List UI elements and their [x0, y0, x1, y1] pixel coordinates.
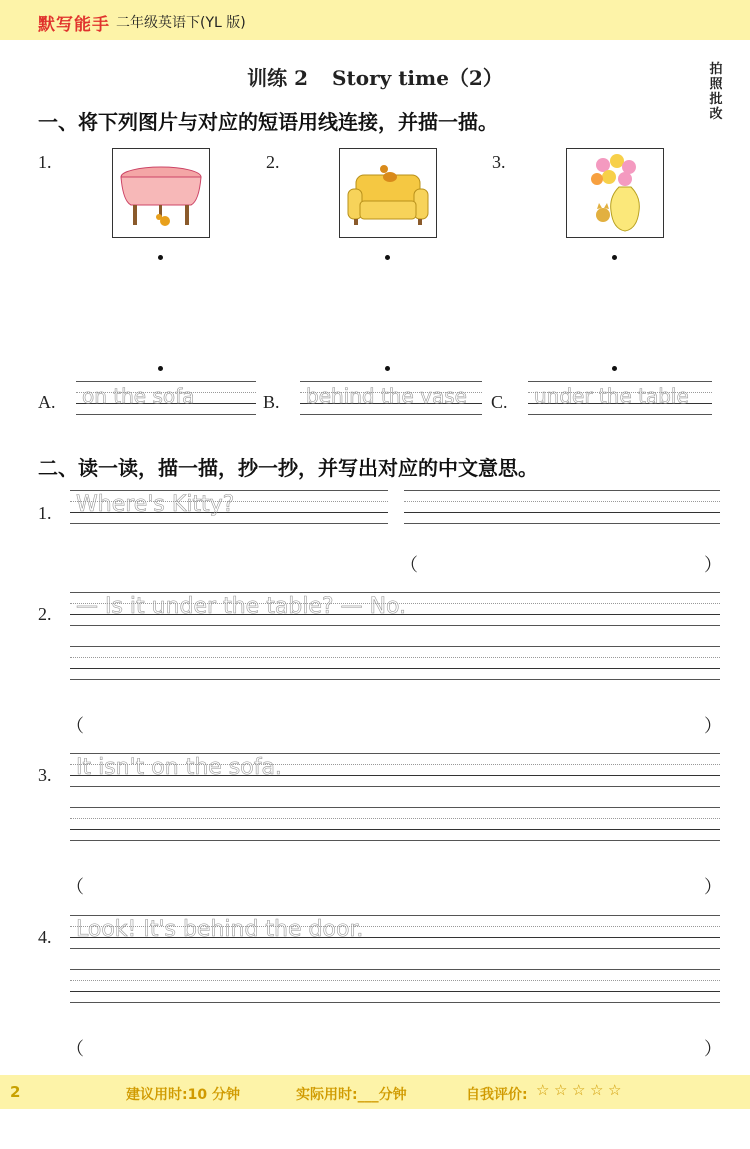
page-title: [0, 62, 750, 91]
suggested-time: 建议用时:10 分钟: [126, 1087, 240, 1103]
side-tag-char: 改: [709, 107, 723, 122]
match-dot[interactable]: [612, 255, 617, 260]
trace-text: Look! It's behind the door.: [76, 917, 364, 942]
side-tag-char: 照: [709, 77, 723, 92]
answer-paren-close: ）: [704, 555, 722, 575]
header-bar: [0, 0, 750, 40]
option-letter: C.: [491, 392, 508, 412]
match-dot[interactable]: [612, 366, 617, 371]
item-number: 4.: [38, 927, 52, 947]
answer-paren-close: ）: [704, 1039, 722, 1059]
actual-time: 实际用时:___分钟: [296, 1087, 407, 1103]
answer-paren-close: ）: [704, 716, 722, 736]
star-icon[interactable]: ☆: [608, 1081, 622, 1099]
answer-paren-close: ）: [704, 877, 722, 897]
copy-line-4[interactable]: [70, 969, 720, 1005]
match-dot[interactable]: [385, 366, 390, 371]
sofa-with-dog-icon: [339, 148, 437, 238]
item-number: 1.: [38, 152, 52, 172]
trace-text: on the sofa: [82, 384, 195, 408]
star-icon[interactable]: ☆: [590, 1081, 604, 1099]
trace-line-option-a[interactable]: [76, 381, 256, 417]
match-dot[interactable]: [385, 255, 390, 260]
footer-bar: [0, 1075, 750, 1109]
side-tag-char: 批: [709, 92, 723, 107]
item-number: 3.: [492, 152, 506, 172]
answer-paren-open: （: [400, 555, 418, 575]
photo-grading-tag: [706, 62, 726, 122]
answer-paren-open: （: [66, 877, 84, 897]
trace-line-2[interactable]: [70, 592, 720, 628]
trace-text: under the table: [534, 384, 689, 408]
trace-text: It isn't on the sofa.: [76, 755, 282, 780]
lesson-label: 训练 2: [247, 66, 309, 90]
option-letter: A.: [38, 392, 56, 412]
trace-line-3[interactable]: [70, 753, 720, 789]
item-number: 1.: [38, 503, 52, 523]
item-number: 2.: [266, 152, 280, 172]
trace-text: Where's Kitty?: [76, 492, 235, 517]
trace-line-option-c[interactable]: [528, 381, 712, 417]
section1-heading: 一、将下列图片与对应的短语用线连接，并描一描。: [38, 110, 498, 134]
page-number: 2: [10, 1083, 21, 1101]
lesson-topic: Story time（2）: [332, 66, 503, 90]
match-dot[interactable]: [158, 366, 163, 371]
star-icon[interactable]: ☆: [572, 1081, 586, 1099]
vase-with-cat-icon: [566, 148, 664, 238]
trace-line-4[interactable]: [70, 915, 720, 951]
trace-text: behind the vase: [306, 384, 467, 408]
copy-line-1[interactable]: [404, 490, 720, 526]
trace-text: — Is it under the table? — No.: [76, 594, 407, 619]
table-with-dog-icon: [112, 148, 210, 238]
match-dot[interactable]: [158, 255, 163, 260]
answer-paren-open: （: [66, 716, 84, 736]
answer-paren-open: （: [66, 1039, 84, 1059]
self-evaluation-label: 自我评价:: [466, 1087, 528, 1103]
item-number: 3.: [38, 765, 52, 785]
brand-logo: 默写能手: [38, 15, 110, 35]
trace-line-1[interactable]: [70, 490, 388, 526]
section2-heading: 二、读一读，描一描，抄一抄，并写出对应的中文意思。: [38, 456, 538, 480]
copy-line-3[interactable]: [70, 807, 720, 843]
rating-stars: [536, 1083, 623, 1098]
item-number: 2.: [38, 604, 52, 624]
side-tag-char: 拍: [709, 62, 723, 77]
book-title: 二年级英语下(YL 版): [116, 15, 246, 31]
trace-line-option-b[interactable]: [300, 381, 482, 417]
star-icon[interactable]: ☆: [554, 1081, 568, 1099]
star-icon[interactable]: ☆: [536, 1081, 550, 1099]
copy-line-2[interactable]: [70, 646, 720, 682]
option-letter: B.: [263, 392, 280, 412]
